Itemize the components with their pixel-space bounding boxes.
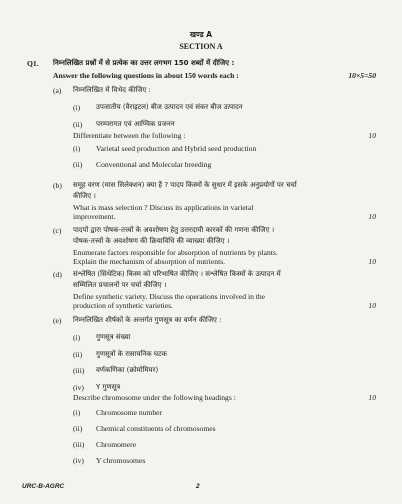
part-marks: 10 (368, 257, 376, 266)
item-number: (ii) (73, 160, 83, 169)
part-c-english-line1: Enumerate factors responsible for absorption of nutrients by plants. (73, 248, 278, 257)
part-a-hindi: निम्नलिखित में विभेद कीजिए : (73, 86, 151, 94)
item-text: Varietal seed production and Hybrid seed production (96, 144, 257, 153)
item-text: Chemical constituents of chromosomes (96, 424, 216, 433)
part-d-english-line2: production of synthetic varieties. (73, 301, 173, 310)
part-marks: 10 (368, 301, 376, 310)
item-number: (i) (73, 144, 81, 153)
item-text-hindi: गुणसूत्रों के रासायनिक घटक (96, 350, 167, 358)
question-intro-hindi: निम्नलिखित प्रश्नों में से प्रत्येक का उत्तर लगभग 150 शब्दों में दीजिए : (53, 59, 235, 67)
part-label: (b) (53, 181, 62, 190)
item-text-hindi: Y गुणसूत्र (96, 383, 121, 391)
item-number: (iii) (73, 366, 85, 375)
item-text-hindi: गुणसूत्र संख्या (96, 333, 131, 341)
paper-code: URC-B-AGRC (22, 483, 65, 490)
part-marks: 10 (368, 393, 376, 402)
part-marks: 10 (368, 212, 376, 221)
item-text: Y chromosomes (96, 456, 146, 465)
item-text: Chromomere (96, 440, 137, 449)
total-marks: 10×5=50 (348, 71, 376, 80)
item-number: (iv) (73, 456, 84, 465)
item-number: (i) (73, 333, 81, 342)
item-text-hindi: उपजातीय (वैराइटल) बीज उत्पादन एवं संकर बीज उत्पादन (96, 103, 243, 111)
page-number: 2 (196, 483, 200, 490)
part-b-english-line1: What is mass selection ? Discuss its applications in varietal (73, 203, 254, 212)
item-number: (ii) (73, 120, 83, 129)
part-b-hindi-line2: कीजिए । (73, 192, 96, 200)
part-marks: 10 (368, 131, 376, 140)
part-e-english: Describe chromosome under the following headings : (73, 393, 236, 402)
part-d-hindi-line2: सम्मिलित प्रचालनों पर चर्चा कीजिए । (73, 281, 167, 289)
part-d-english-line1: Define synthetic variety. Discuss the operations involved in the (73, 292, 266, 301)
item-text-hindi: परम्परागत एवं आण्विक प्रजनन (96, 120, 175, 128)
part-b-hindi-line1: समूह वरण (मास सिलेक्शन) क्या है ? पादप किस्मों के सुधार में इसके अनुप्रयोगों पर चर्चा (73, 181, 297, 189)
part-c-hindi-line2: पोषक-तत्त्वों के अवशोषण की क्रियाविधि की व्याख्या कीजिए । (73, 237, 230, 245)
part-c-hindi-line1: पादपों द्वारा पोषक-तत्त्वों के अवशोषण हेतु उत्तरदायी कारकों की गणना कीजिए । (73, 226, 275, 234)
item-number: (ii) (73, 350, 83, 359)
question-intro: Answer the following questions in about 150 words each : (53, 71, 239, 80)
item-number: (iv) (73, 383, 84, 392)
item-text: Chromosome number (96, 408, 163, 417)
part-e-hindi: निम्नलिखित शीर्षकों के अन्तर्गत गुणसूत्र का वर्णन कीजिए : (73, 316, 222, 324)
part-a-english: Differentiate between the following : (73, 131, 186, 140)
part-b-english-line2: improvement. (73, 212, 116, 221)
item-number: (ii) (73, 424, 83, 433)
item-text-hindi: वर्णकणिका (क्रोमोमियर) (96, 366, 159, 374)
item-number: (i) (73, 408, 81, 417)
part-label: (d) (53, 270, 62, 279)
part-label: (a) (53, 86, 62, 95)
part-label: (c) (53, 226, 62, 235)
part-d-hindi-line1: संश्लेषित (सिंथेटिक) किस्म को परिभाषित कीजिए । संश्लेषित किस्मों के उत्पादन में (73, 270, 281, 278)
section-heading-hindi: खण्ड A (189, 30, 213, 39)
item-text: Conventional and Molecular breeding (96, 160, 212, 169)
question-number: Q1. (27, 59, 39, 68)
section-heading: SECTION A (179, 42, 223, 51)
part-c-english-line2: Explain the mechanism of absorption of nutrients. (73, 257, 226, 266)
item-number: (iii) (73, 440, 85, 449)
part-label: (e) (53, 316, 62, 325)
item-number: (i) (73, 103, 81, 112)
